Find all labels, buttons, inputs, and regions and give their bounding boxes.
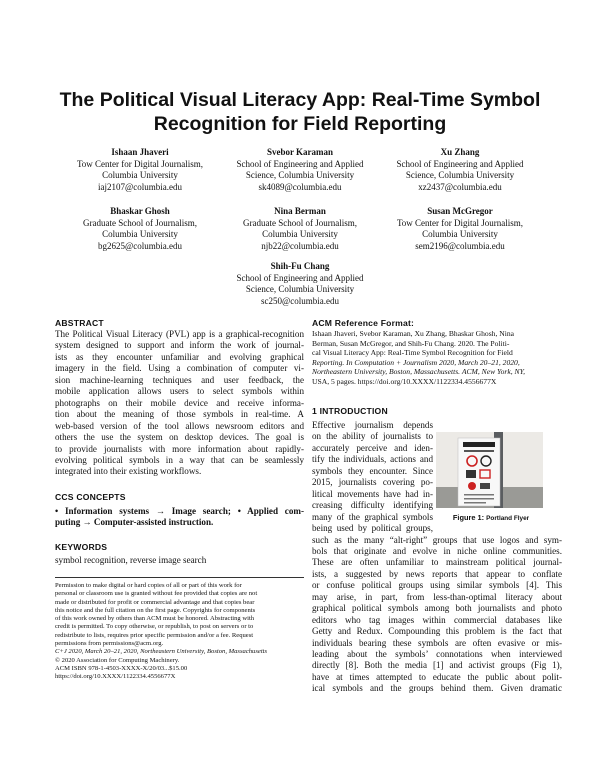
intro-line: on the ability of journalists to [312,431,433,442]
abstract-line: sion machine-learning techniques and user feedback, the [55,374,304,385]
permission-line: made or distributed for profit or commercial advantage and that copies bear [55,598,255,606]
doi-line: https://doi.org/10.XXXX/1122334.4556677X [55,673,176,681]
figure-caption [436,513,546,522]
abstract-text [55,329,304,478]
reference-line: USA, 5 pages. https://doi.org/10.XXXX/1122334.4556677X [312,376,497,386]
intro-line: symbols they encounter. Since [312,465,433,476]
portland-flyer-photo [436,432,543,508]
permission-line: permissions from permissions@acm.org. [55,640,164,648]
intro-line: accurately perceive and iden- [312,442,433,453]
intro-line: creasing difficulty identifying [312,500,433,511]
author-name: Susan McGregor [427,206,493,216]
author-affiliation: Tow Center for Digital Journalism, [76,158,204,169]
abstract-line: system designed to support and inform the work of journal- [55,340,304,351]
intro-line: individuals bearing these symbols are often evasive or mis- [312,637,562,648]
reference-format-text [312,329,562,387]
reference-line: Northeastern University, Boston, Massachusetts. ACM, New York, NY, [312,367,525,377]
author-affiliation: School of Engineering and Applied [396,158,524,169]
author-affiliation: Columbia University [262,229,338,239]
author-block [365,206,555,252]
author-name: Nina Berman [274,206,326,216]
author-affiliation: Columbia University [102,229,178,239]
author-affiliation: Science, Columbia University [245,170,355,180]
author-affiliation: Graduate School of Journalism, [83,217,197,228]
abstract-line: evolving political symbols in a way that can be seamlessly [55,454,304,465]
author-email: bg2625@columbia.edu [97,240,183,251]
author-affiliation: School of Engineering and Applied [236,158,364,169]
reference-format-heading: ACM Reference Format: [312,318,415,328]
abstract-line: integrated into their existing workflows. [55,466,202,477]
intro-line: ists, a suggested by news reports that appear to conflate [312,568,562,579]
permission-line: personal or classroom use is granted without fee provided that copies are not [55,590,258,598]
author-affiliation: Science, Columbia University [405,170,515,180]
author-email: sem2196@columbia.edu [415,240,505,251]
copyright-line: © 2020 Association for Computing Machinery. [55,656,180,664]
abstract-line: others the use the system on desktop devices. The goal is [55,432,304,443]
intro-line: ical symbols and the groups behind them. Given dramatic [312,683,562,694]
intro-line: graphical political symbols among both journalists and photo [312,603,562,614]
reference-line: cal Visual Literacy App: Real-Time Symbol Recognition for Field [312,348,513,358]
intro-line: many of the graphical symbols [312,511,433,522]
intro-line: editors who tag images within commercial databases like [312,614,562,625]
author-name: Ishaan Jhaveri [111,147,169,157]
abstract-line: tion about the meaning of those symbols in real-time. A [55,409,304,420]
introduction-text-narrow [312,420,433,535]
abstract-line: ists as they encounter unfamiliar and evolving graphical [55,351,304,362]
ccs-heading: CCS CONCEPTS [55,492,126,502]
author-name: Shih-Fu Chang [270,261,330,271]
conference-line: C+J 2020, March 20–21, 2020, Northeastern University, Boston, Massachusetts [55,648,268,656]
permission-line: of this work owned by others than ACM must be honored. Abstracting with [55,615,255,623]
intro-line: leading about the symbols’ connotations when interviewed [312,649,562,660]
author-block [205,261,395,307]
permission-line: Permission to make digital or hard copies of all or part of this work for [55,582,242,589]
intro-line: may arise, in part, from less-than-optimal literacy about [312,591,562,602]
author-name: Xu Zhang [440,147,480,157]
abstract-line: mobile application allows users to select symbols within [55,386,304,397]
abstract-heading: ABSTRACT [55,318,104,328]
author-affiliation: Columbia University [422,229,498,239]
flyer-photo-illustration [436,432,543,508]
author-affiliation: Graduate School of Journalism, [243,217,357,228]
intro-line: or confuse political groups using similar symbols [4]. This [312,580,562,591]
footnote-divider [55,577,304,578]
author-email: sk4089@columbia.edu [258,181,342,192]
intro-line: Getty and Redux. Compounding this problem is the fact that [312,626,562,637]
abstract-line: imagery in the field. Using a combination of computer vi- [55,363,304,374]
author-affiliation: School of Engineering and Applied [236,272,364,283]
author-block [365,147,555,193]
intro-line: Effective journalism depends [312,420,433,430]
reference-line: Berman, Susan McGregor, and Shih-Fu Chang. 2020. The Politi- [312,338,510,348]
introduction-heading: 1 INTRODUCTION [312,406,388,416]
author-email: iaj2107@columbia.edu [97,181,183,192]
intro-line: have at times attempted to educate the public about polit- [312,671,562,682]
ccs-line: • Information systems → Image search; • Applied com- [55,506,304,516]
author-email: njb22@columbia.edu [261,240,339,251]
author-affiliation: Science, Columbia University [245,284,355,294]
figure-caption-text: Portland Flyer [486,515,530,522]
abstract-line: web-based version of the tool allows newsroom editors and [55,420,304,431]
author-email: xz2437@columbia.edu [418,181,502,192]
isbn-line: ACM ISBN 978-1-4503-XXXX-X/20/03...$15.00 [55,664,188,672]
permission-notice [55,582,307,682]
intro-line: bols that originate and evolve in niche online communities. [312,545,562,556]
author-name: Bhaskar Ghosh [110,206,170,216]
intro-line: These are often unfamiliar to mainstream political journal- [312,557,562,568]
intro-line: such as the many “alt-right” groups that use logos and sym- [312,534,562,545]
author-email: sc250@columbia.edu [260,295,340,306]
permission-line: this notice and the full citation on the first page. Copyrights for components [55,606,256,614]
intro-line: being used by political groups, [312,523,433,534]
figure-label: Figure 1: [452,513,485,522]
title-line-1: The Political Visual Literacy App: Real-Time Symbol [59,89,541,111]
abstract-line: The Political Visual Literacy (PVL) app is a graphical-recognition [55,329,304,339]
intro-line: directly [8]. Both the media [1] and activist groups (Fig 1), [312,660,562,671]
title-line-2: Recognition for Field Reporting [153,113,447,135]
permission-line: credit is permitted. To copy otherwise, or republish, to post on servers or to [55,623,254,631]
permission-line: redistribute to lists, requires prior specific permission and/or a fee. Request [55,631,254,639]
author-affiliation: Tow Center for Digital Journalism, [396,217,524,228]
intro-line: tify the individuals, actions and [312,454,433,465]
paper-title [40,88,560,136]
reference-line: Ishaan Jhaveri, Svebor Karaman, Xu Zhang, Bhaskar Ghosh, Nina [312,329,515,338]
abstract-line: to provide journalists with more information about rapidly- [55,443,304,454]
intro-line: 2015, journalists covering po- [312,477,433,488]
author-affiliation: Columbia University [102,170,178,180]
author-name: Svebor Karaman [266,147,334,157]
introduction-text-wide [312,535,562,695]
reference-line: Reporting. In Computation + Journalism 2020, March 20–21, 2020, [312,357,520,367]
ccs-line: puting → Computer-assisted instruction. [55,517,214,528]
keywords-heading: KEYWORDS [55,542,108,552]
ccs-text [55,506,304,529]
abstract-line: photographs on their mobile device and receive informa- [55,397,304,408]
keywords-text: symbol recognition, reverse image search [55,555,207,565]
intro-line: litical movements have had in- [312,488,433,499]
